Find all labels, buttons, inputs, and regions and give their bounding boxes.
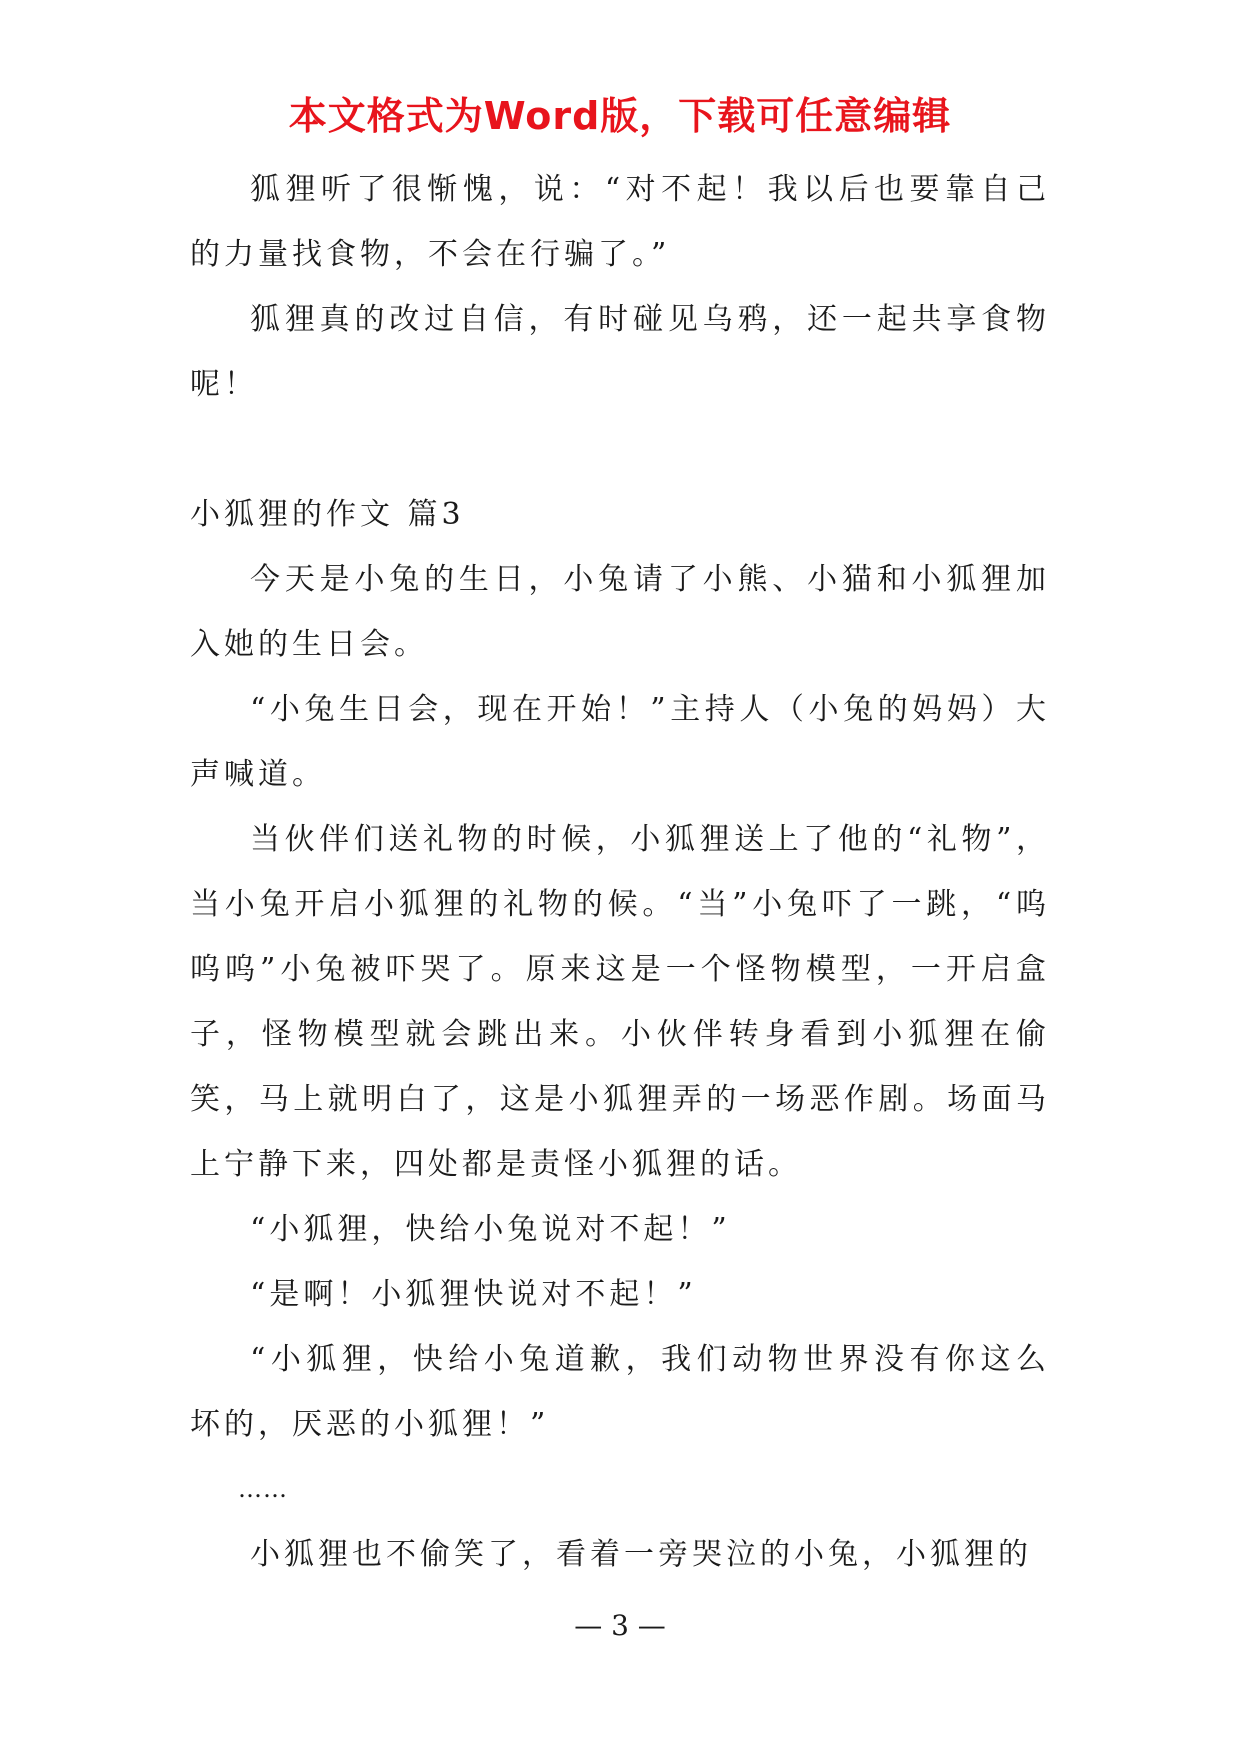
page-number: — 3 — xyxy=(574,1609,666,1642)
blank-line xyxy=(190,417,1050,482)
document-body xyxy=(190,157,1050,1587)
paragraph: 当伙伴们送礼物的时候，小狐狸送上了他的“礼物”，当小兔开启小狐狸的礼物的候。“当”小兔吓了一跳，“呜呜呜”小兔被吓哭了。原来这是一个怪物模型，一开启盒子，怪物模型就会跳出来。小伙伴转身看到小狐狸在偷笑，马上就明白了，这是小狐狸弄的一场恶作剧。场面马上宁静下来，四处都是责怪小狐狸的话。 xyxy=(190,822,1050,1182)
paragraph: 狐狸真的改过自信，有时碰见乌鸦，还一起共享食物呢！ xyxy=(190,302,1050,402)
ellipsis-line: …… xyxy=(238,1475,288,1503)
paragraph: “小兔生日会，现在开始！”主持人（小兔的妈妈）大声喊道。 xyxy=(190,692,1050,792)
section-heading: 小狐狸的作文 篇3 xyxy=(190,497,465,532)
paragraph: 小狐狸也不偷笑了，看着一旁哭泣的小兔，小狐狸的 xyxy=(250,1537,1032,1572)
paragraph: “是啊！小狐狸快说对不起！” xyxy=(250,1277,697,1312)
format-banner: 本文格式为Word版，下载可任意编辑 xyxy=(288,94,952,138)
paragraph: 狐狸听了很惭愧，说：“对不起！我以后也要靠自己的力量找食物，不会在行骗了。” xyxy=(190,172,1050,272)
paragraph: 今天是小兔的生日，小兔请了小熊、小猫和小狐狸加入她的生日会。 xyxy=(190,562,1050,662)
paragraph: “小狐狸，快给小兔说对不起！” xyxy=(250,1212,731,1247)
paragraph: “小狐狸，快给小兔道歉，我们动物世界没有你这么坏的，厌恶的小狐狸！” xyxy=(190,1342,1050,1442)
